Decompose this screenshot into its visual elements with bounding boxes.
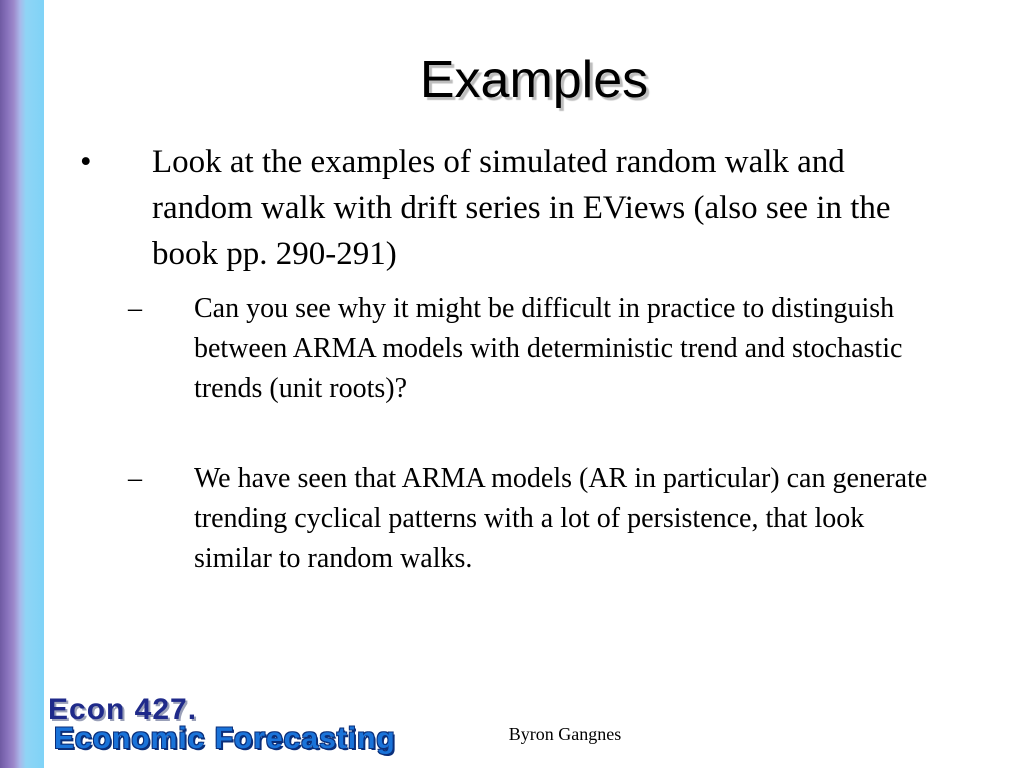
bullet-marker: • [80,144,92,180]
logo-course-number: Econ 427. [48,693,198,726]
sub-bullet-1 [128,289,928,409]
sub-bullet-2 [128,459,928,579]
sub-bullet-text: Can you see why it might be difficult in practice to distinguish between ARMA models with deterministic trend and stochastic trends (unit roots)? [194,293,903,404]
sub-bullet-text: We have seen that ARMA models (AR in particular) can generate trending cyclical patterns with a lot of persistence, that look similar to random walks. [194,463,928,574]
sidebar-gradient-bar [0,0,44,768]
sub-bullet-marker: – [128,293,142,324]
slide-title: Examples [419,51,649,109]
sub-bullet-marker: – [128,463,142,494]
main-bullet-text: Look at the examples of simulated random walk and random walk with drift series in EViews (also see in the book pp. 290-291) [152,144,891,272]
main-bullet [80,139,940,277]
author-name: Byron Gangnes [508,724,622,744]
logo-course-name: Economic Forecasting [54,722,396,755]
course-logo [48,694,448,764]
